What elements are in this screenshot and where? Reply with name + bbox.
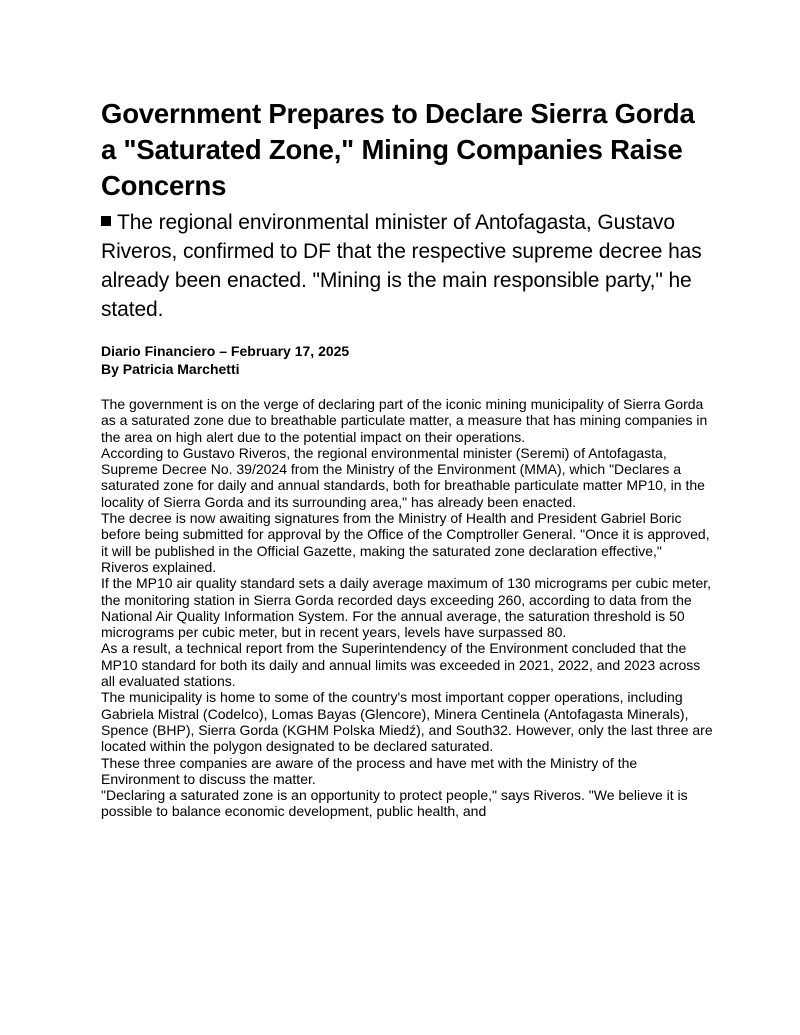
body-paragraph: According to Gustavo Riveros, the regional environmental minister (Seremi) of Antofagasta, Supreme Decree No. 39/2024 from the Ministry of the Environment (MMA), which "Declares a saturated zone for daily and annual standards, both for breathable particulate matter MP10, in the locality of Sierra Gorda and its surrounding area," has already been enacted. [101,444,705,510]
article-subhead-container [101,208,713,324]
article-body [101,396,713,820]
body-paragraph: The municipality is home to some of the country's most important copper operations, including Gabriela Mistral (Codelco), Lomas Bayas (Glencore), Minera Centinela (Antofagasta Minerals), Spence (BHP), Sierra Gorda (KGHM Polska Miedź), and South32. However, only the last three are located within the polygon designated to be declared saturated. [101,689,713,755]
body-paragraph: As a result, a technical report from the Superintendency of the Environment concluded that the MP10 standard for both its daily and annual limits was exceeded in 2021, 2022, and 2023 across all evaluated stations. [101,640,701,690]
body-paragraph: If the MP10 air quality standard sets a daily average maximum of 130 micrograms per cubic meter, the monitoring station in Sierra Gorda recorded days exceeding 260, according to data from the National Air Quality Information System. For the annual average, the saturation threshold is 50 micrograms per cubic meter, but in recent years, levels have surpassed 80. [101,575,712,641]
square-bullet-icon [101,216,111,226]
body-paragraph: These three companies are aware of the process and have met with the Ministry of the Environment to discuss the matter. [101,754,638,787]
body-paragraph: The decree is now awaiting signatures from the Ministry of Health and President Gabriel Boric before being submitted for approval by the Office of the Comptroller General. "Once it is approved, it will be published in the Official Gazette, making the saturated zone declaration effective," Riveros explained. [101,510,710,575]
byline: By Patricia Marchetti [101,361,240,377]
article [101,96,713,820]
article-headline: Government Prepares to Declare Sierra Gorda a "Saturated Zone," Mining Companies Raise Concerns [101,98,695,201]
article-subhead: The regional environmental minister of Antofagasta, Gustavo Riveros, confirmed to DF that the respective supreme decree has already been enacted. "Mining is the main responsible party," he stated. [101,211,702,321]
article-meta [101,342,713,378]
body-paragraph: The government is on the verge of declaring part of the iconic mining municipality of Sierra Gorda as a saturated zone due to breathable particulate matter, a measure that has mining companies in the area on high alert due to the potential impact on their operations. [101,396,708,445]
source-line: Diario Financiero – February 17, 2025 [101,343,350,359]
body-paragraph: "Declaring a saturated zone is an opportunity to protect people," says Riveros. "We believe it is possible to balance economic development, public health, and [101,787,688,820]
